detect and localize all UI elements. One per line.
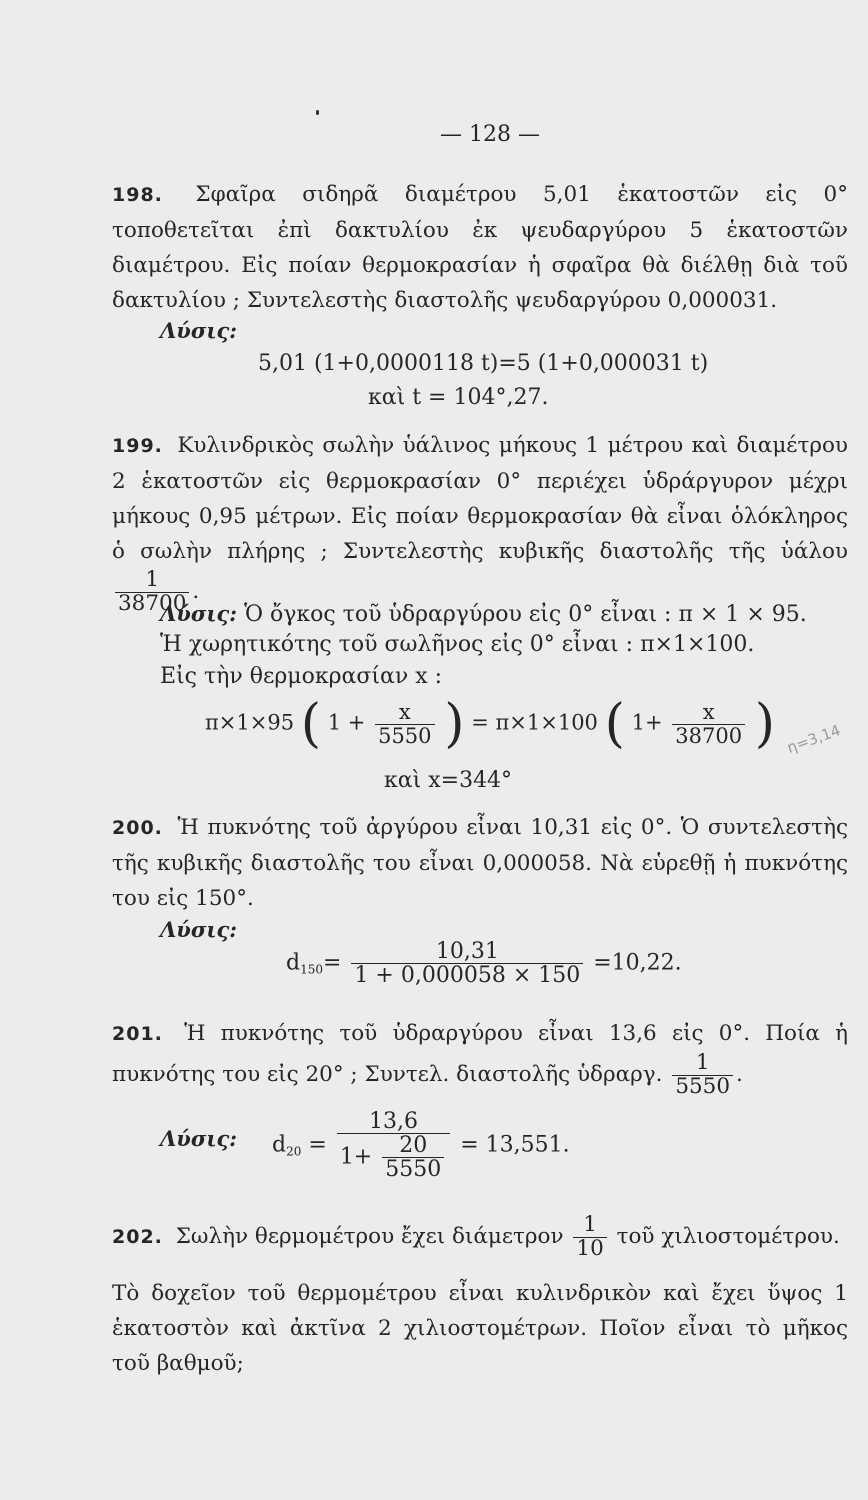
paren-open: ( (604, 694, 625, 754)
symbol-d: d (272, 1132, 287, 1158)
eq-term: 1+ (631, 710, 663, 735)
problem-text: Κυλινδρικὸς σωλὴν ὑάλινος μήκους 1 μέτρου καὶ διαμέτρου 2 ἑκατοστῶν εἰς θερμοκρασίαν 0° περιέχει ὑδράργυρον μέχρι μήκους 0,95 μέτρων. Εἰς ποίαν θερμοκρασίαν θὰ εἶναι ὁλόκληρος ὁ σωλὴν πλήρης ; Συντελεστὴς κυβικῆς διαστολῆς τῆς ὑάλου (112, 433, 848, 564)
denominator: 38700 (675, 723, 743, 748)
numerator: 20 (382, 1134, 444, 1158)
equation-201 (272, 1110, 570, 1181)
problem-198 (112, 177, 848, 318)
paren-close: ) (754, 694, 776, 754)
numerator: 10,31 (351, 940, 583, 964)
subscript: 150 (300, 962, 323, 977)
numerator: 1 (573, 1214, 606, 1238)
equation-198-1: 5,01 (1+0,0000118 t)=5 (1+0,000031 t) (258, 351, 709, 376)
fraction (375, 701, 434, 746)
fraction (351, 940, 583, 987)
solution-199-line3: Εἰς τὴν θερμοκρασίαν x : (160, 664, 443, 689)
fraction (672, 1052, 733, 1098)
numerator: 1 (672, 1052, 733, 1076)
problem-text: τοῦ χιλιοστομέτρου. (616, 1224, 840, 1250)
problem-text: Σωλὴν θερμομέτρου ἔχει διάμετρον (175, 1224, 564, 1250)
denominator: 5550 (675, 1073, 731, 1099)
denominator: 5550 (385, 1157, 442, 1183)
eq-term: 1 + (327, 710, 366, 735)
denominator (337, 1134, 450, 1181)
problem-number: 199. (112, 435, 163, 457)
numerator: 13,6 (337, 1110, 450, 1134)
period: . (192, 579, 200, 605)
problem-text: Ἡ πυκνότης τοῦ ὑδραργύρου εἶναι 13,6 εἰς 0°. Ποία ἡ πυκνότης του εἰς 20° ; Συντελ. διαστολῆς ὑδραργ. (112, 1021, 848, 1088)
denominator: 38700 (118, 590, 187, 616)
solution-label: Λύσις: (160, 601, 238, 626)
solution-label: Λύσις: (160, 917, 238, 942)
solution-text: Ὁ ὄγκος τοῦ ὑδραργύρου εἰς 0° εἶναι : π × 1 × 95. (244, 602, 807, 627)
denominator: 1 + 0,000058 × 150 (354, 963, 581, 989)
paren-close: ) (444, 694, 465, 754)
numerator: x (672, 701, 745, 724)
problem-number: 198. (112, 184, 163, 206)
eq-sign: = (308, 1132, 327, 1158)
ink-speck (316, 110, 319, 115)
problem-number: 200. (112, 817, 163, 839)
equation-198-2: καὶ t = 104°,27. (368, 385, 549, 410)
margin-pencil-note: η=3,14 (784, 721, 843, 757)
fraction (672, 701, 745, 746)
symbol-d: d (286, 950, 301, 976)
paren-open: ( (300, 694, 322, 754)
denominator: 5550 (378, 723, 432, 748)
solution-199-line2: Ἡ χωρητικότης τοῦ σωλῆνος εἰς 0° εἶναι : π×1×100. (160, 632, 755, 657)
problem-number: 202. (112, 1226, 163, 1249)
numerator: x (375, 701, 434, 724)
page-number: — 128 — (440, 122, 540, 147)
problem-202 (112, 1214, 848, 1260)
solution-label: Λύσις: (160, 1126, 238, 1151)
denominator: 10 (576, 1235, 604, 1261)
result: =10,22. (593, 950, 682, 976)
equation-200 (286, 940, 682, 987)
problem-number: 201. (112, 1023, 163, 1045)
eq-left: π×1×95 (205, 710, 295, 735)
numerator: 1 (115, 569, 189, 593)
eq-mid: = π×1×100 (471, 710, 598, 735)
inner-fraction (382, 1134, 444, 1181)
problem-200 (112, 810, 848, 916)
problem-201 (112, 1016, 848, 1098)
period: . (736, 1062, 743, 1088)
problem-text: Σφαῖρα σιδηρᾶ διαμέτρου 5,01 ἑκατοστῶν εἰς 0° τοποθετεῖται ἐπὶ δακτυλίου ἐκ ψευδαργύρου 5 ἑκατοστῶν διαμέτρου. Εἰς ποίαν θερμοκρασίαν ἡ σφαῖρα θὰ διέλθῃ διὰ τοῦ δακτυλίου ; Συντελεστὴς διαστολῆς ψευδαργύρου 0,000031. (112, 182, 848, 313)
problem-text: Ἡ πυκνότης τοῦ ἀργύρου εἶναι 10,31 εἰς 0°. Ὁ συντελεστὴς τῆς κυβικῆς διαστολῆς του εἶναι 0,000058. Νὰ εὑρεθῇ ἡ πυκνότης του εἰς 150°. (112, 815, 848, 911)
fraction (573, 1214, 606, 1260)
problem-199 (112, 428, 848, 615)
solution-label: Λύσις: (160, 318, 238, 343)
result: = 13,551. (460, 1132, 570, 1158)
eq-sign: = (323, 950, 342, 976)
equation-199-result: καὶ x=344° (384, 768, 513, 793)
problem-202-continued: Τὸ δοχεῖον τοῦ θερμομέτρου εἶναι κυλινδρικὸν καὶ ἔχει ὕψος 1 ἑκατοστὸν καὶ ἀκτῖνα 2 χιλιοστομέτρων. Ποῖον εἶναι τὸ μῆκος τοῦ βαθμοῦ; (112, 1281, 848, 1376)
equation-199 (205, 694, 776, 754)
subscript: 20 (286, 1144, 302, 1159)
compound-fraction (337, 1110, 450, 1181)
solution-199-line1 (160, 601, 807, 627)
den-prefix: 1+ (339, 1144, 373, 1170)
